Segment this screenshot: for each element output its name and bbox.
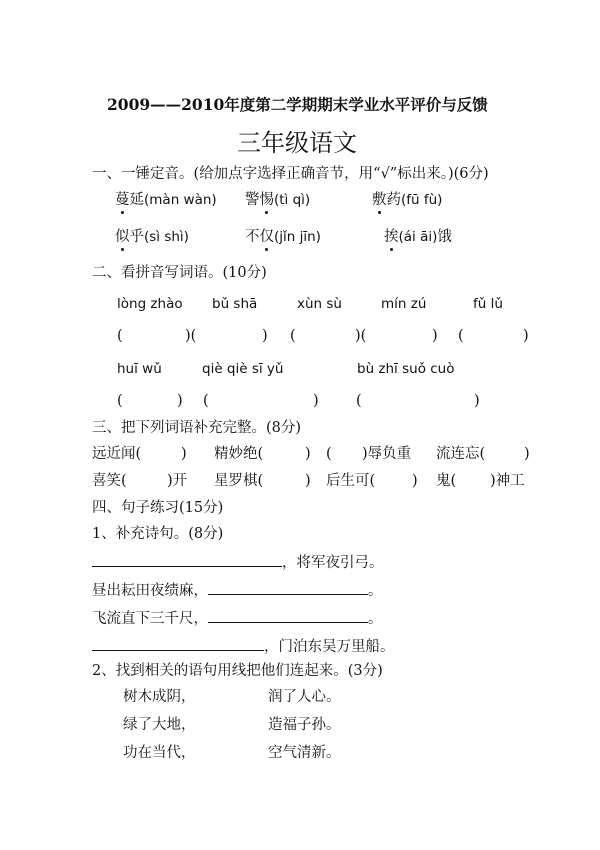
- answer-paren[interactable]: ): [432, 328, 438, 344]
- answer-paren[interactable]: (: [290, 328, 296, 344]
- idiom-fill[interactable]: 喜笑(: [92, 473, 127, 489]
- q1-item: 似乎(sì shì): [115, 229, 189, 245]
- idiom-fill[interactable]: 远近闻(: [92, 446, 142, 462]
- idiom-fill[interactable]: 流连忘(: [436, 446, 486, 462]
- answer-blank[interactable]: [208, 608, 368, 623]
- idiom-fill[interactable]: 精妙绝(: [214, 446, 264, 462]
- poem-line: ，门泊东吴万里船。: [92, 636, 395, 656]
- pinyin-options: (fū fù): [401, 192, 443, 208]
- answer-paren[interactable]: (: [203, 393, 209, 409]
- pinyin-word: xùn sù: [297, 296, 342, 312]
- answer-paren[interactable]: ): [474, 393, 480, 409]
- pinyin-word: lòng zhào: [117, 296, 183, 312]
- dotted-char: 挨: [384, 229, 399, 245]
- pinyin-word: qiè qiè sī yǔ: [202, 361, 284, 377]
- idiom-fill[interactable]: ): [305, 446, 311, 462]
- exam-title: 2009——2010年度第二学期期末学业水平评价与反馈: [107, 95, 488, 114]
- pinyin-options: (tì qì): [274, 192, 311, 208]
- q1-item: 蔓延(màn wàn): [115, 192, 217, 208]
- q3-heading: 三、把下列词语补充完整。(8分): [92, 420, 302, 436]
- pinyin-options: (sì shì): [144, 229, 189, 245]
- q4-sub1: 1、补充诗句。(8分): [92, 526, 224, 542]
- answer-paren[interactable]: (: [117, 328, 123, 344]
- answer-paren[interactable]: )(: [185, 328, 197, 344]
- idiom-fill[interactable]: )神工: [490, 473, 525, 489]
- subject-title: 三年级语文: [237, 129, 357, 157]
- answer-paren[interactable]: )(: [355, 328, 367, 344]
- dotted-char: 惕: [259, 192, 274, 208]
- answer-blank[interactable]: [92, 636, 264, 651]
- answer-paren[interactable]: (: [356, 393, 362, 409]
- dotted-char: 蔓: [115, 192, 130, 208]
- match-left-item[interactable]: 树木成阴，: [123, 689, 196, 705]
- match-left-item[interactable]: 功在当代，: [123, 745, 196, 761]
- q4-sub2: 2、找到相关的语句用线把他们连起来。(3分): [92, 663, 383, 679]
- answer-paren[interactable]: ): [262, 328, 268, 344]
- pinyin-word: bǔ shā: [212, 296, 258, 312]
- q1-heading: 一、一锤定音。(给加点字选择正确音节，用“√”标出来。)(6分): [92, 166, 489, 182]
- answer-blank[interactable]: [92, 552, 282, 567]
- idiom-fill[interactable]: ): [181, 446, 187, 462]
- match-right-item[interactable]: 空气清新。: [268, 745, 341, 761]
- poem-line: 飞流直下三千尺， 。: [92, 608, 383, 628]
- answer-paren[interactable]: (: [458, 328, 464, 344]
- idiom-fill[interactable]: 星罗棋(: [214, 473, 264, 489]
- q2-heading: 二、看拼音写词语。(10分): [92, 265, 267, 281]
- poem-line: 昼出耘田夜绩麻， 。: [92, 580, 383, 600]
- q1-item: 警惕(tì qì): [245, 192, 311, 208]
- answer-paren[interactable]: ): [177, 393, 183, 409]
- dotted-char: 似: [115, 229, 130, 245]
- idiom-fill[interactable]: 鬼(: [436, 473, 457, 489]
- match-right-item[interactable]: 润了人心。: [268, 689, 341, 705]
- idiom-fill[interactable]: )开: [167, 473, 188, 489]
- pinyin-options: (jǐn jīn): [274, 229, 321, 245]
- answer-blank[interactable]: [208, 580, 368, 595]
- q1-item: 不仅(jǐn jīn): [245, 229, 321, 245]
- pinyin-word: bù zhī suǒ cuò: [357, 361, 455, 377]
- q1-item: 敷药(fū fù): [372, 192, 443, 208]
- pinyin-word: mín zú: [381, 296, 427, 312]
- dotted-char: 敷: [372, 192, 387, 208]
- answer-paren[interactable]: ): [313, 393, 319, 409]
- idiom-fill[interactable]: )辱负重: [362, 446, 412, 462]
- match-left-item[interactable]: 绿了大地，: [123, 717, 196, 733]
- idiom-fill[interactable]: ): [412, 473, 418, 489]
- pinyin-word: fǔ lǔ: [473, 296, 503, 312]
- pinyin-word: huī wǔ: [117, 361, 162, 377]
- idiom-fill[interactable]: 后生可(: [326, 473, 376, 489]
- pinyin-options: (ái āi): [398, 229, 438, 245]
- idiom-fill[interactable]: ): [524, 446, 530, 462]
- q4-heading: 四、句子练习(15分): [92, 500, 224, 516]
- q1-item: 挨(ái āi)饿: [384, 229, 452, 245]
- idiom-fill[interactable]: ): [305, 473, 311, 489]
- pinyin-options: (màn wàn): [144, 192, 217, 208]
- match-right-item[interactable]: 造福子孙。: [268, 717, 341, 733]
- poem-line: ，将军夜引弓。: [92, 552, 384, 572]
- idiom-fill[interactable]: (: [326, 446, 332, 462]
- answer-paren[interactable]: (: [117, 393, 123, 409]
- dotted-char: 仅: [259, 229, 274, 245]
- answer-paren[interactable]: ): [523, 328, 529, 344]
